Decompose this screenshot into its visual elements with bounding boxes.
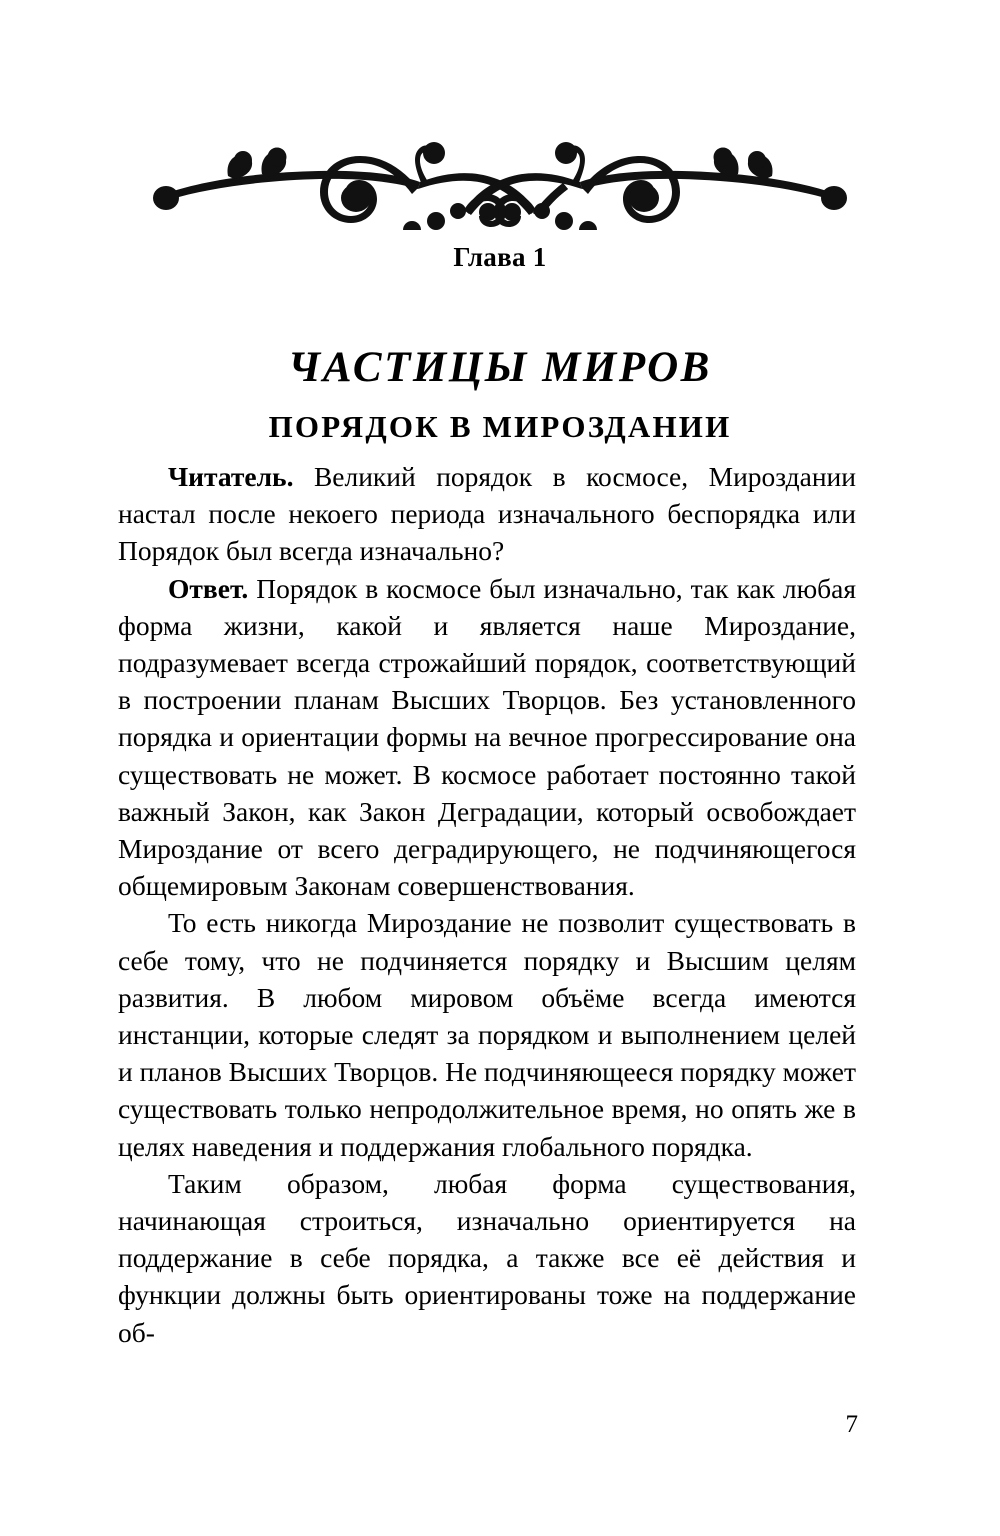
paragraph-text: Таким образом, любая форма существования, начинающая строиться, изначально ориентируется на поддержание в себе порядка, а также все её действия и функции должны быть ориентированы тоже на поддержание об- (118, 1167, 856, 1348)
flourish-divider-ornament (0, 138, 1000, 230)
page-number: 7 (845, 1411, 858, 1438)
paragraph-lead: Читатель. (168, 461, 294, 492)
chapter-label: Глава 1 (453, 242, 547, 272)
paragraph-text: То есть никогда Мироздание не позволит существовать в себе тому, что не подчиняется порядку и Высшим целям развития. В любом мировом объёме всегда имеются инстанции, которые следят за порядком и выполнением целей и планов Высших Творцов. Не подчиняющееся порядку может существовать только непродолжительное время, но опять же в целях наведения и поддержания глобального порядка. (118, 907, 856, 1162)
paragraph (118, 570, 856, 905)
chapter-subtitle: ПОРЯДОК В МИРОЗДАНИИ (268, 408, 732, 444)
paragraph (118, 458, 856, 570)
chapter-title: ЧАСТИЦЫ МИРОВ (288, 343, 712, 391)
paragraph (118, 904, 856, 1164)
paragraph (118, 1165, 856, 1351)
paragraph-text: Великий порядок в космосе, Мироздании настал после некоего периода изначального беспорядка или Порядок был всегда изначально? (118, 461, 856, 567)
body-text-block (118, 458, 856, 1351)
paragraph-lead: Ответ. (168, 572, 249, 604)
paragraph-text: Порядок в космосе был изначально, так как любая форма жизни, какой и является наше Мироздание, подразумевает всегда строжайший порядок, соответствующий в построении планам Высших Творцов. Без установленного порядка и ориентации формы на вечное прогрессирование она существовать не может. В космосе работает постоянно такой важный Закон, как Закон Деградации, который освобождает Мироздание от всего деградирующего, не подчиняющегося общемировым Законам совершенствования. (118, 572, 856, 902)
